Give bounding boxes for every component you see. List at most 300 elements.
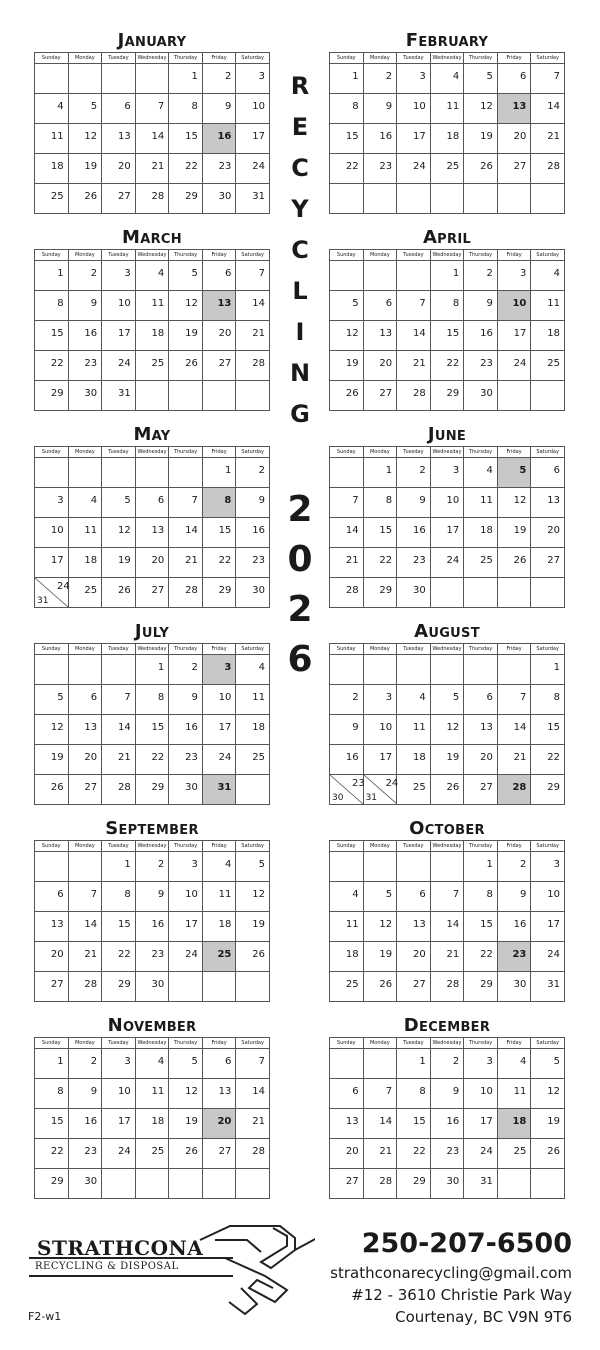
weekday-label: Wednesday — [430, 644, 464, 655]
weekday-label: Thursday — [464, 841, 498, 852]
day-number: 7 — [352, 495, 359, 506]
day-number: 16 — [185, 722, 198, 733]
day-cell — [236, 1139, 270, 1169]
day-number: 28 — [185, 585, 198, 596]
day-number: 29 — [547, 782, 560, 793]
day-number: 28 — [412, 388, 426, 399]
day-cell — [497, 518, 531, 548]
day-cell — [430, 972, 464, 1002]
day-number: 10 — [218, 692, 232, 703]
day-cell — [497, 882, 531, 912]
day-number: 23 — [185, 752, 198, 763]
day-number: 27 — [412, 979, 426, 990]
title-letter: I — [295, 318, 305, 346]
day-cell — [430, 458, 464, 488]
day-number: 3 — [224, 662, 232, 673]
day-cell — [236, 321, 270, 351]
day-cell — [35, 184, 69, 214]
day-cell — [169, 488, 203, 518]
day-number: 20 — [217, 1116, 232, 1127]
day-number: 16 — [446, 1116, 460, 1127]
weekday-label: Wednesday — [430, 447, 464, 458]
day-number: 24 — [185, 949, 198, 960]
day-cell — [169, 518, 203, 548]
weekday-label: Sunday — [330, 447, 364, 458]
day-number: 26 — [117, 585, 131, 596]
day-number: 11 — [345, 919, 359, 930]
day-number: 27 — [151, 585, 165, 596]
day-cell — [397, 1109, 431, 1139]
day-number: 26 — [185, 358, 198, 369]
day-number: 29 — [412, 1176, 426, 1187]
day-number: 15 — [50, 1116, 64, 1127]
day-number: 20 — [50, 949, 64, 960]
day-number: 25 — [412, 782, 426, 793]
month-june — [329, 424, 565, 608]
weekday-label: Wednesday — [135, 1038, 169, 1049]
day-number: 18 — [446, 131, 460, 142]
year-title — [278, 485, 322, 685]
day-number: 9 — [352, 722, 359, 733]
pickup-day-cell — [497, 775, 531, 805]
day-number: 10 — [50, 525, 64, 536]
day-number: 1 — [124, 859, 131, 870]
weekday-label: Thursday — [464, 447, 498, 458]
day-cell — [363, 882, 397, 912]
day-number: 8 — [191, 101, 198, 112]
empty-cell — [169, 381, 203, 411]
day-number: 13 — [379, 328, 393, 339]
day-cell — [102, 882, 136, 912]
day-number: 7 — [90, 889, 98, 900]
weekday-label: Monday — [68, 644, 102, 655]
title-letter: C — [291, 236, 309, 264]
day-number: 8 — [57, 298, 64, 309]
day-cell — [397, 351, 431, 381]
day-cell — [330, 1109, 364, 1139]
day-number: 5 — [191, 268, 198, 279]
day-number: 10 — [512, 298, 527, 309]
day-number: 19 — [480, 131, 493, 142]
day-number: 1 — [419, 1056, 426, 1067]
day-number: 10 — [446, 495, 460, 506]
day-number: 14 — [513, 722, 527, 733]
day-cell — [102, 291, 136, 321]
day-number: 8 — [452, 298, 460, 309]
day-number: 22 — [446, 358, 460, 369]
day-cell — [363, 972, 397, 1002]
day-cell — [236, 1079, 270, 1109]
day-cell — [397, 912, 431, 942]
day-number: 3 — [191, 859, 198, 870]
day-cell — [464, 321, 498, 351]
day-number: 5 — [385, 889, 393, 900]
weekday-label: Sunday — [330, 644, 364, 655]
day-number: 2 — [90, 268, 98, 279]
day-number: 23 — [412, 555, 426, 566]
day-cell — [35, 1049, 69, 1079]
day-cell — [202, 184, 236, 214]
day-cell — [464, 351, 498, 381]
day-number: 10 — [252, 101, 265, 112]
calendar-grid — [329, 840, 565, 1002]
day-cell — [236, 64, 270, 94]
day-cell — [135, 1079, 169, 1109]
day-cell — [363, 578, 397, 608]
day-cell — [330, 64, 364, 94]
empty-cell — [464, 655, 498, 685]
day-number: 23 — [84, 1146, 98, 1157]
day-cell — [169, 548, 203, 578]
weekday-label: Monday — [68, 1038, 102, 1049]
day-number: 9 — [90, 1086, 98, 1097]
day-cell — [363, 488, 397, 518]
day-cell — [531, 291, 565, 321]
street-address: #12 - 3610 Christie Park Way — [351, 1286, 572, 1304]
day-number: 13 — [151, 525, 165, 536]
day-cell — [68, 578, 102, 608]
day-cell — [464, 458, 498, 488]
weekday-label: Monday — [68, 250, 102, 261]
day-cell — [202, 715, 236, 745]
day-cell — [531, 124, 565, 154]
day-number: 6 — [419, 889, 426, 900]
day-cell — [35, 488, 69, 518]
empty-cell — [169, 458, 203, 488]
day-cell — [236, 578, 270, 608]
weekday-label: Friday — [202, 841, 236, 852]
day-number: 21 — [252, 1116, 265, 1127]
day-number: 23 — [352, 778, 365, 789]
day-number: 17 — [379, 752, 393, 763]
day-cell — [497, 745, 531, 775]
empty-cell — [330, 655, 364, 685]
day-number: 12 — [185, 1086, 198, 1097]
empty-cell — [135, 458, 169, 488]
day-number: 13 — [117, 131, 131, 142]
day-cell — [363, 745, 397, 775]
day-number: 10 — [547, 889, 560, 900]
day-number: 18 — [50, 161, 64, 172]
day-number: 4 — [419, 692, 426, 703]
day-cell — [135, 912, 169, 942]
day-number: 13 — [512, 101, 527, 112]
day-number: 26 — [252, 949, 265, 960]
day-number: 16 — [345, 752, 359, 763]
day-number: 2 — [452, 1056, 460, 1067]
day-number: 26 — [345, 388, 359, 399]
day-cell — [363, 942, 397, 972]
day-number: 19 — [345, 358, 359, 369]
month-title: September — [105, 818, 199, 839]
day-number: 5 — [258, 859, 265, 870]
empty-cell — [68, 64, 102, 94]
day-number: 9 — [385, 101, 393, 112]
day-number: 25 — [84, 585, 98, 596]
day-cell — [169, 184, 203, 214]
day-number: 6 — [486, 692, 493, 703]
day-number: 6 — [157, 495, 165, 506]
day-cell — [430, 685, 464, 715]
day-cell — [397, 685, 431, 715]
form-code: F2-w1 — [28, 1310, 62, 1323]
day-cell — [169, 1049, 203, 1079]
day-number: 23 — [252, 555, 265, 566]
day-number: 25 — [252, 752, 265, 763]
day-number: 13 — [547, 495, 560, 506]
day-cell — [202, 912, 236, 942]
empty-cell — [102, 655, 136, 685]
day-number: 21 — [513, 752, 527, 763]
day-cell — [430, 942, 464, 972]
day-cell — [236, 1049, 270, 1079]
day-number: 21 — [345, 555, 359, 566]
day-cell — [202, 882, 236, 912]
day-cell — [397, 64, 431, 94]
day-cell — [102, 351, 136, 381]
day-cell — [464, 745, 498, 775]
day-cell — [330, 715, 364, 745]
weekday-label: Wednesday — [430, 1038, 464, 1049]
weekday-label: Saturday — [531, 250, 565, 261]
day-number: 26 — [185, 1146, 198, 1157]
day-cell — [397, 381, 431, 411]
day-number: 11 — [151, 298, 165, 309]
day-cell — [464, 942, 498, 972]
day-cell — [202, 745, 236, 775]
day-number: 1 — [486, 859, 493, 870]
day-number: 1 — [225, 465, 232, 476]
empty-cell — [330, 852, 364, 882]
weekday-label: Tuesday — [102, 250, 136, 261]
day-number: 17 — [185, 919, 198, 930]
day-cell — [68, 745, 102, 775]
day-number: 29 — [151, 782, 165, 793]
day-cell — [430, 1139, 464, 1169]
title-letter: E — [291, 113, 309, 141]
day-number: 10 — [480, 1086, 493, 1097]
calendar-grid — [34, 446, 270, 608]
day-cell — [135, 972, 169, 1002]
empty-cell — [430, 184, 464, 214]
weekday-label: Monday — [68, 841, 102, 852]
weekday-label: Saturday — [236, 447, 270, 458]
weekday-label: Thursday — [464, 644, 498, 655]
day-number: 24 — [218, 752, 232, 763]
day-number: 20 — [480, 752, 493, 763]
day-cell — [102, 321, 136, 351]
day-number: 11 — [412, 722, 426, 733]
day-number: 2 — [258, 465, 265, 476]
day-cell — [363, 1169, 397, 1199]
month-title: November — [107, 1015, 197, 1036]
day-cell — [531, 1109, 565, 1139]
weekday-label: Thursday — [464, 250, 498, 261]
phone-number[interactable]: 250-207-6500 — [361, 1228, 572, 1259]
day-cell — [531, 154, 565, 184]
day-cell — [35, 1109, 69, 1139]
day-cell — [430, 1049, 464, 1079]
day-cell — [464, 124, 498, 154]
day-cell — [497, 64, 531, 94]
day-cell — [464, 548, 498, 578]
day-cell — [169, 351, 203, 381]
day-number: 1 — [452, 268, 460, 279]
day-number: 11 — [50, 131, 64, 142]
email-address[interactable]: strathconarecycling@gmail.com — [330, 1264, 572, 1282]
day-number: 19 — [185, 1116, 198, 1127]
day-number: 11 — [252, 692, 265, 703]
day-cell — [464, 381, 498, 411]
day-cell — [397, 321, 431, 351]
day-number: 29 — [218, 585, 232, 596]
day-cell — [236, 685, 270, 715]
month-title: March — [122, 227, 182, 248]
pickup-day-cell — [202, 1109, 236, 1139]
day-number: 12 — [252, 889, 265, 900]
day-cell — [464, 1109, 498, 1139]
day-number: 11 — [151, 1086, 165, 1097]
city-address: Courtenay, BC V9N 9T6 — [395, 1308, 572, 1326]
weekday-label: Friday — [497, 644, 531, 655]
day-cell — [497, 1049, 531, 1079]
day-cell — [35, 775, 69, 805]
weekday-label: Saturday — [236, 1038, 270, 1049]
empty-cell — [236, 972, 270, 1002]
day-cell — [531, 261, 565, 291]
day-cell — [464, 972, 498, 1002]
day-number: 14 — [379, 1116, 393, 1127]
day-cell — [202, 1049, 236, 1079]
day-cell — [430, 1079, 464, 1109]
day-cell — [397, 745, 431, 775]
day-cell — [363, 458, 397, 488]
day-cell — [397, 1169, 431, 1199]
day-cell — [169, 94, 203, 124]
weekday-label: Tuesday — [397, 250, 431, 261]
title-letter: L — [292, 277, 308, 305]
day-cell — [236, 852, 270, 882]
day-number: 26 — [446, 782, 460, 793]
weekday-label: Sunday — [35, 1038, 69, 1049]
day-cell — [497, 351, 531, 381]
day-number: 4 — [452, 71, 460, 82]
day-cell — [102, 745, 136, 775]
day-number: 14 — [446, 919, 460, 930]
day-cell — [464, 852, 498, 882]
day-number: 13 — [217, 298, 232, 309]
day-number: 9 — [191, 692, 198, 703]
day-number: 8 — [486, 889, 493, 900]
day-cell — [330, 1139, 364, 1169]
day-cell — [397, 458, 431, 488]
weekday-label: Friday — [497, 841, 531, 852]
day-cell — [363, 548, 397, 578]
day-number: 6 — [57, 889, 64, 900]
day-number: 31 — [37, 596, 49, 606]
day-number: 6 — [520, 71, 527, 82]
day-number: 31 — [480, 1176, 493, 1187]
day-number: 9 — [486, 298, 493, 309]
day-number: 17 — [547, 919, 560, 930]
day-cell — [236, 154, 270, 184]
day-cell — [430, 124, 464, 154]
day-cell — [531, 775, 565, 805]
day-number: 22 — [218, 555, 232, 566]
day-cell — [236, 184, 270, 214]
weekday-label: Thursday — [169, 250, 203, 261]
day-cell — [330, 745, 364, 775]
day-number: 24 — [117, 358, 131, 369]
empty-cell — [202, 972, 236, 1002]
empty-cell — [169, 972, 203, 1002]
pickup-day-cell — [202, 942, 236, 972]
day-cell — [169, 882, 203, 912]
day-cell — [68, 381, 102, 411]
day-number: 25 — [513, 1146, 527, 1157]
weekday-label: Tuesday — [102, 447, 136, 458]
day-cell — [330, 882, 364, 912]
day-cell — [397, 578, 431, 608]
weekday-label: Thursday — [169, 1038, 203, 1049]
calendar-grid — [34, 1037, 270, 1199]
day-number: 11 — [480, 495, 493, 506]
day-number: 16 — [412, 525, 426, 536]
day-number: 28 — [547, 161, 560, 172]
weekday-label: Tuesday — [102, 841, 136, 852]
day-cell — [464, 64, 498, 94]
day-cell — [330, 381, 364, 411]
weekday-label: Saturday — [236, 53, 270, 64]
day-cell — [497, 261, 531, 291]
month-october — [329, 818, 565, 1002]
day-cell — [169, 154, 203, 184]
day-number: 10 — [185, 889, 198, 900]
day-cell — [102, 261, 136, 291]
day-number: 7 — [258, 268, 265, 279]
weekday-label: Thursday — [169, 644, 203, 655]
empty-cell — [531, 578, 565, 608]
day-cell — [102, 852, 136, 882]
day-cell — [497, 715, 531, 745]
day-number: 16 — [252, 525, 265, 536]
day-number: 30 — [446, 1176, 460, 1187]
day-cell — [497, 1139, 531, 1169]
day-cell — [102, 1109, 136, 1139]
day-number: 22 — [117, 949, 131, 960]
day-cell — [236, 715, 270, 745]
day-number: 12 — [547, 1086, 560, 1097]
day-cell — [363, 94, 397, 124]
day-cell — [497, 548, 531, 578]
day-cell — [68, 775, 102, 805]
day-number: 24 — [252, 161, 265, 172]
day-number: 20 — [117, 161, 131, 172]
day-number: 20 — [345, 1146, 359, 1157]
day-cell — [135, 775, 169, 805]
day-cell — [531, 351, 565, 381]
weekday-label: Sunday — [330, 841, 364, 852]
empty-cell — [363, 655, 397, 685]
day-cell — [397, 775, 431, 805]
day-number: 17 — [117, 1116, 131, 1127]
day-number: 9 — [157, 889, 165, 900]
weekday-label: Saturday — [531, 447, 565, 458]
day-cell — [236, 655, 270, 685]
empty-cell — [363, 1049, 397, 1079]
day-number: 21 — [412, 358, 426, 369]
day-cell — [363, 912, 397, 942]
